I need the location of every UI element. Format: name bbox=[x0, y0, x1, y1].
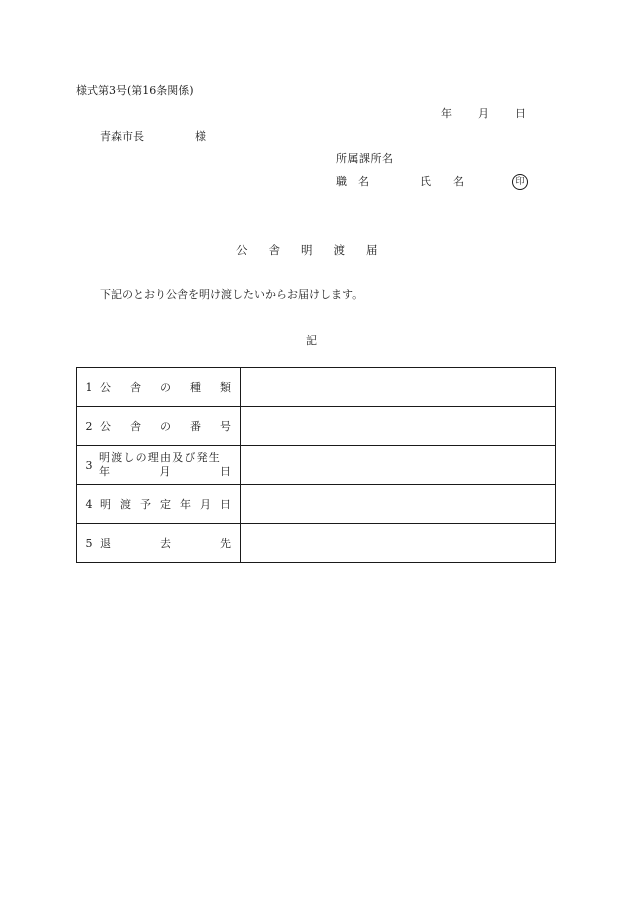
row-label-cell bbox=[77, 524, 241, 563]
label-char: 年 bbox=[180, 498, 191, 511]
row-number: 5 bbox=[85, 536, 93, 550]
label-char: 年 bbox=[99, 465, 110, 478]
table-row bbox=[77, 368, 556, 407]
row-label bbox=[99, 496, 240, 512]
row-label-line2 bbox=[99, 465, 231, 479]
row-label bbox=[99, 451, 240, 479]
label-char: 種 bbox=[190, 381, 201, 394]
label-char: 番 bbox=[190, 420, 201, 433]
row-value-cell[interactable] bbox=[241, 368, 556, 407]
body-text: 下記のとおり公舎を明け渡したいからお届けします。 bbox=[100, 288, 364, 301]
label-char: 渡 bbox=[120, 498, 131, 511]
row-value-cell[interactable] bbox=[241, 485, 556, 524]
row-value-cell[interactable] bbox=[241, 446, 556, 485]
addressee-honorific: 様 bbox=[195, 130, 206, 143]
row-number: 2 bbox=[85, 419, 93, 433]
row-label bbox=[99, 418, 240, 434]
sender-department: 所属課所名 bbox=[336, 152, 394, 165]
label-char: の bbox=[160, 420, 171, 433]
label-char: 日 bbox=[220, 498, 231, 511]
label-char: 公 bbox=[100, 381, 111, 394]
label-char: 月 bbox=[159, 465, 171, 478]
table-row bbox=[77, 524, 556, 563]
label-char: 去 bbox=[160, 537, 171, 550]
label-char: 舎 bbox=[130, 381, 141, 394]
row-label bbox=[99, 379, 240, 395]
row-label-cell bbox=[77, 446, 241, 485]
row-label-cell bbox=[77, 368, 241, 407]
table-row bbox=[77, 485, 556, 524]
date-day-label: 日 bbox=[515, 107, 526, 120]
row-number: 4 bbox=[85, 497, 93, 511]
label-char: 予 bbox=[140, 498, 151, 511]
label-char: 明 bbox=[100, 498, 111, 511]
row-label bbox=[99, 535, 240, 551]
label-char: 日 bbox=[220, 465, 231, 478]
label-char: 舎 bbox=[130, 420, 141, 433]
label-char: 号 bbox=[220, 420, 231, 433]
row-value-cell[interactable] bbox=[241, 524, 556, 563]
addressee-name: 青森市長 bbox=[100, 130, 144, 143]
label-char: 公 bbox=[100, 420, 111, 433]
seal-mark: 印 bbox=[512, 174, 528, 190]
sender-name-label: 氏 名 bbox=[420, 175, 464, 188]
label-char: 類 bbox=[220, 381, 231, 394]
row-number: 1 bbox=[85, 380, 93, 394]
date-month-label: 月 bbox=[478, 107, 489, 120]
sender-title-label: 職 名 bbox=[336, 175, 369, 188]
table-row bbox=[77, 407, 556, 446]
row-value-cell[interactable] bbox=[241, 407, 556, 446]
row-label-cell bbox=[77, 407, 241, 446]
label-char: 退 bbox=[100, 537, 111, 550]
items-table bbox=[76, 367, 556, 563]
row-label-cell bbox=[77, 485, 241, 524]
table-row bbox=[77, 446, 556, 485]
label-char: の bbox=[160, 381, 171, 394]
form-number: 様式第3号(第16条関係) bbox=[76, 84, 194, 97]
label-char: 定 bbox=[160, 498, 171, 511]
label-char: 月 bbox=[200, 498, 211, 511]
date-year-label: 年 bbox=[441, 107, 452, 120]
row-number: 3 bbox=[85, 458, 93, 472]
ki-heading: 記 bbox=[306, 334, 317, 347]
label-char: 先 bbox=[220, 537, 231, 550]
document-title: 公舎明渡届 bbox=[236, 243, 399, 257]
row-label-line1: 明渡しの理由及び発生 bbox=[99, 451, 221, 464]
